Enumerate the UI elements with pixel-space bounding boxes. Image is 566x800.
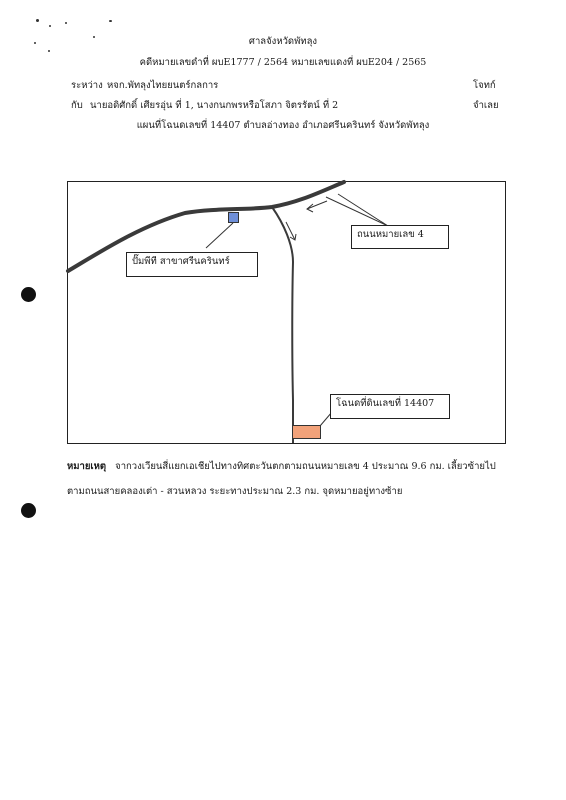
plaintiff-name: หจก.พัทลุงไทยยนตร์กลการ — [107, 80, 219, 91]
binder-hole — [21, 503, 36, 518]
binder-hole — [21, 287, 36, 302]
case-number-line: คดีหมายเลขดำที่ ผบE1777 / 2564 หมายเลขแดงที่ ผบE204 / 2565 — [139, 57, 427, 68]
note-label: หมายเหตุ — [67, 461, 107, 472]
land-parcel-marker — [292, 425, 321, 439]
scan-speck — [65, 22, 67, 24]
note-text-1: จากวงเวียนสี่แยกเอเชียไปทางทิศตะวันตกตามถนนหมายเลข 4 ประมาณ 9.6 กม. เลี้ยวซ้ายไป — [115, 461, 496, 472]
court-title: ศาลจังหวัดพัทลุง — [248, 36, 318, 47]
scan-speck — [93, 36, 95, 38]
gas-station-marker — [228, 212, 239, 223]
road-label: ถนนหมายเลข 4 — [351, 225, 449, 249]
defendants-names: นายอดิศักดิ์ เศียรอุ่น ที่ 1, นางกนกพรหรือโสภา จิตรรัตน์ ที่ 2 — [90, 100, 339, 111]
scan-speck — [36, 19, 39, 22]
with-label: กับ — [71, 100, 83, 111]
map-title: แผนที่โฉนดเลขที่ 14407 ตำบลอ่างทอง อำเภอศรีนครินทร์ จังหวัดพัทลุง — [136, 120, 430, 131]
scan-speck — [109, 20, 112, 22]
note-line-1 — [67, 461, 496, 473]
scan-speck — [48, 50, 50, 52]
defendant-role: จำเลย — [473, 100, 499, 111]
scan-speck — [34, 42, 36, 44]
scan-speck — [49, 25, 51, 27]
plaintiff-role: โจทก์ — [473, 80, 496, 91]
land-deed-label: โฉนดที่ดินเลขที่ 14407 — [330, 394, 450, 419]
between-label: ระหว่าง — [71, 80, 103, 91]
note-text-2: ตามถนนสายคลองเต่า - สวนหลวง ระยะทางประมาณ 2.3 กม. จุดหมายอยู่ทางซ้าย — [67, 486, 403, 497]
gas-station-label: ปั๊มพีที สาขาศรีนครินทร์ — [126, 252, 258, 277]
